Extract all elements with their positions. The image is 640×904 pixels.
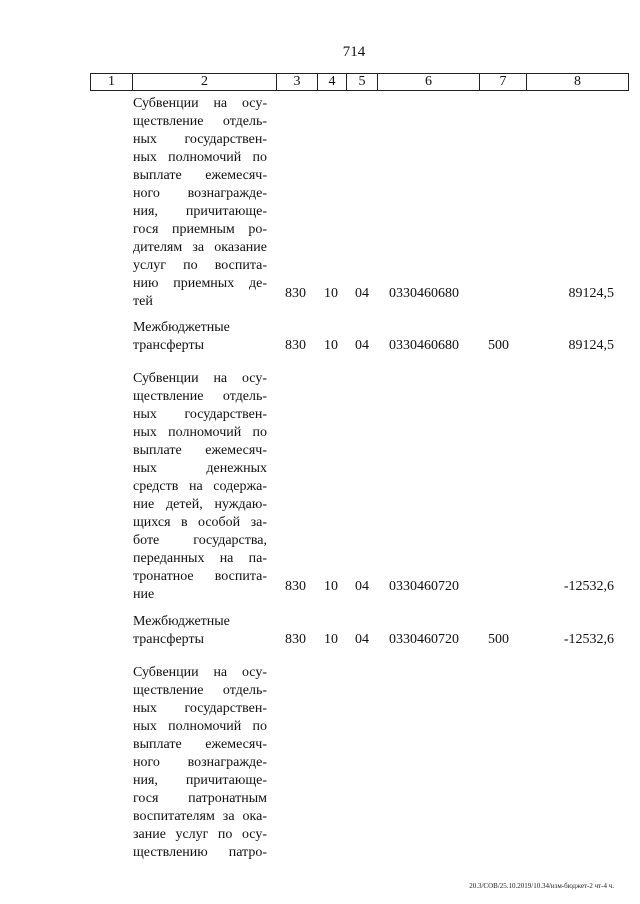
document-footer-code: 20.3/COB/25.10.2019/10.34/изм-бюджет-2 чт-4 ч. bbox=[469, 882, 614, 890]
desc-line: щихся в особой за- bbox=[133, 515, 267, 530]
desc-line: гося патронатным bbox=[133, 791, 267, 806]
page-number: 714 bbox=[342, 44, 366, 60]
desc-line: трансферты bbox=[133, 338, 205, 353]
desc-line: ществление отдель- bbox=[133, 389, 267, 404]
desc-line: ществлению патро- bbox=[133, 845, 267, 860]
desc-line: ных государствен- bbox=[133, 132, 267, 147]
cell-ministry: 830 bbox=[285, 632, 306, 647]
desc-line: зание услуг по осу- bbox=[133, 827, 267, 842]
desc-line: боте государства, bbox=[133, 533, 267, 548]
table-row bbox=[133, 370, 267, 604]
desc-line: Межбюджетные bbox=[133, 320, 230, 335]
header-col-7: 7 bbox=[480, 74, 527, 90]
desc-line: выплате ежемесяч- bbox=[133, 737, 267, 752]
desc-line: ного вознагражде- bbox=[133, 755, 267, 770]
table-row bbox=[133, 95, 267, 311]
desc-line: ние bbox=[133, 587, 155, 602]
cell-target-article: 0330460680 bbox=[389, 286, 459, 301]
desc-line: дителям за оказание bbox=[133, 240, 267, 255]
desc-line: воспитателям за ока- bbox=[133, 809, 267, 824]
desc-line: ных денежных bbox=[133, 461, 267, 476]
cell-amount: 89124,5 bbox=[568, 338, 614, 353]
cell-target-article: 0330460720 bbox=[389, 579, 459, 594]
desc-line: ных полномочий по bbox=[133, 150, 267, 165]
desc-line: Субвенции на осу- bbox=[133, 371, 267, 386]
header-col-3: 3 bbox=[277, 74, 318, 90]
desc-line: переданных на па- bbox=[133, 551, 267, 566]
row-description bbox=[133, 613, 267, 649]
cell-amount: -12532,6 bbox=[563, 579, 614, 594]
row-description bbox=[133, 370, 267, 604]
desc-line: тронатное воспита- bbox=[133, 569, 267, 584]
row-description bbox=[133, 664, 267, 862]
cell-ministry: 830 bbox=[285, 579, 306, 594]
table-row bbox=[133, 613, 267, 649]
cell-section: 10 bbox=[324, 579, 338, 594]
cell-ministry: 830 bbox=[285, 286, 306, 301]
cell-amount: 89124,5 bbox=[568, 286, 614, 301]
cell-subsection: 04 bbox=[355, 579, 369, 594]
cell-subsection: 04 bbox=[355, 338, 369, 353]
row-description bbox=[133, 319, 267, 355]
desc-line: выплате ежемесяч- bbox=[133, 443, 267, 458]
desc-line: ных полномочий по bbox=[133, 425, 267, 440]
header-col-6: 6 bbox=[378, 74, 480, 90]
cell-subsection: 04 bbox=[355, 632, 369, 647]
desc-line: выплате ежемесяч- bbox=[133, 168, 267, 183]
table-row bbox=[133, 319, 267, 355]
desc-line: ных государствен- bbox=[133, 701, 267, 716]
desc-line: Межбюджетные bbox=[133, 614, 230, 629]
desc-line: ществление отдель- bbox=[133, 114, 267, 129]
cell-subsection: 04 bbox=[355, 286, 369, 301]
desc-line: средств на содержа- bbox=[133, 479, 267, 494]
header-col-8: 8 bbox=[574, 74, 581, 89]
header-col-2: 2 bbox=[133, 74, 277, 90]
cell-section: 10 bbox=[324, 632, 338, 647]
cell-section: 10 bbox=[324, 286, 338, 301]
cell-amount: -12532,6 bbox=[563, 632, 614, 647]
cell-expense-type: 500 bbox=[488, 338, 509, 353]
table-row bbox=[133, 664, 267, 862]
desc-line: ния, причитающе- bbox=[133, 204, 267, 219]
desc-line: Субвенции на осу- bbox=[133, 665, 267, 680]
desc-line: тей bbox=[133, 294, 153, 309]
header-col-4: 4 bbox=[318, 74, 347, 90]
desc-line: нию приемных де- bbox=[133, 276, 267, 291]
desc-line: ществление отдель- bbox=[133, 683, 267, 698]
cell-ministry: 830 bbox=[285, 338, 306, 353]
header-col-5: 5 bbox=[347, 74, 378, 90]
desc-line: ных государствен- bbox=[133, 407, 267, 422]
cell-section: 10 bbox=[324, 338, 338, 353]
desc-line: ния, причитающе- bbox=[133, 773, 267, 788]
desc-line: ного вознагражде- bbox=[133, 186, 267, 201]
row-description bbox=[133, 95, 267, 311]
desc-line: ние детей, нуждаю- bbox=[133, 497, 267, 512]
desc-line: трансферты bbox=[133, 632, 205, 647]
table-header-row bbox=[90, 73, 629, 91]
header-col-1: 1 bbox=[91, 74, 133, 90]
desc-line: Субвенции на осу- bbox=[133, 96, 267, 111]
cell-target-article: 0330460720 bbox=[389, 632, 459, 647]
cell-target-article: 0330460680 bbox=[389, 338, 459, 353]
desc-line: ных полномочий по bbox=[133, 719, 267, 734]
cell-expense-type: 500 bbox=[488, 632, 509, 647]
desc-line: гося приемным ро- bbox=[133, 222, 267, 237]
desc-line: услуг по воспита- bbox=[133, 258, 267, 273]
